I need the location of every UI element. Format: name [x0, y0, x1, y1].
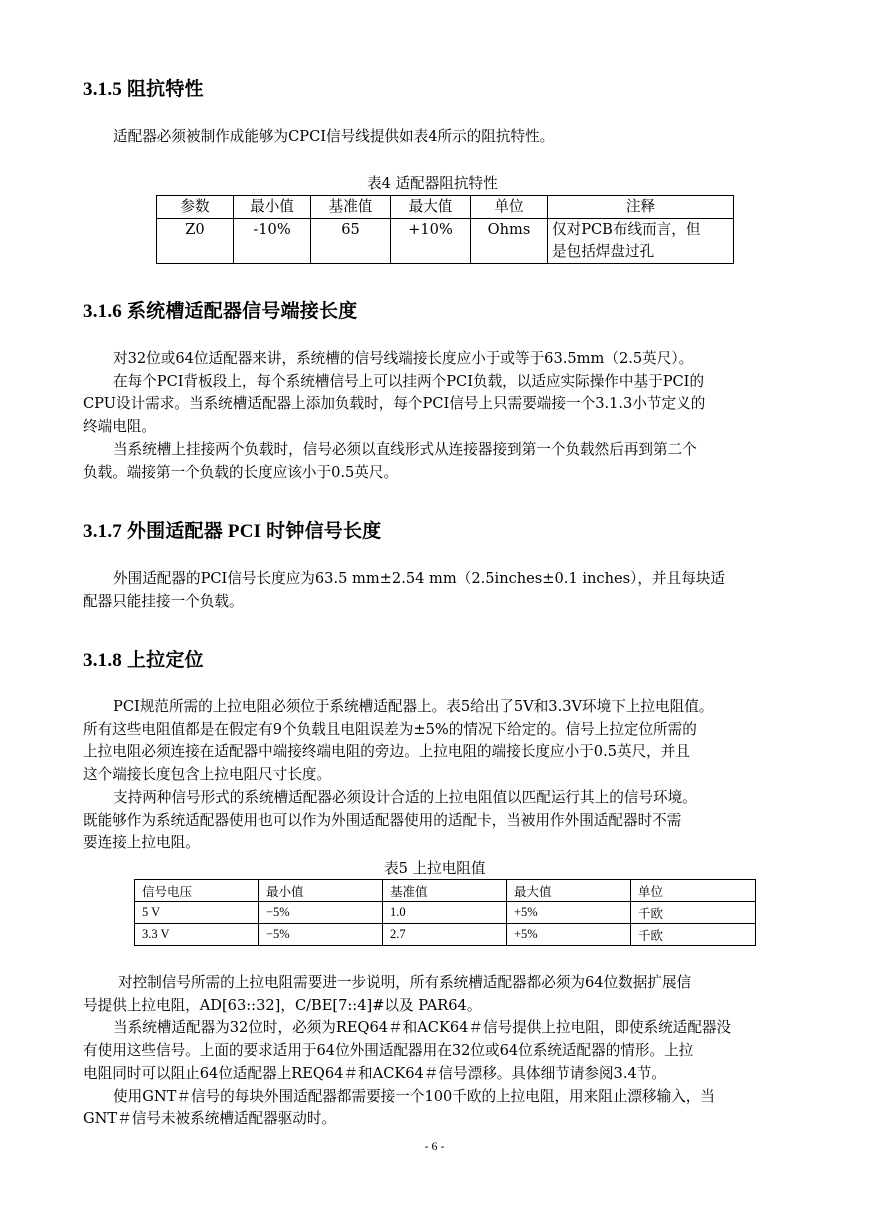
impedance-table	[156, 195, 734, 264]
text-line: 支持两种信号形式的系统槽适配器必须设计合适的上拉电阻值以匹配运行其上的信号环境。	[113, 788, 697, 806]
table-header-row	[135, 880, 756, 902]
table-5-caption: 表5 上拉电阻值	[384, 860, 486, 877]
table-header-cell: 基准值	[383, 880, 507, 902]
paragraph	[83, 696, 805, 855]
table-cell: Ohms	[471, 219, 548, 264]
table-row	[157, 219, 734, 264]
table-4-caption: 表4 适配器阻抗特性	[367, 175, 498, 192]
table-header-cell: 最小值	[259, 880, 383, 902]
table-row	[135, 902, 756, 924]
text-line: 当系统槽适配器为32位时，必须为REQ64＃和ACK64＃信号提供上拉电阻，即使系统适配器没	[113, 1019, 732, 1037]
table-header-cell: 最大值	[507, 880, 631, 902]
table-header-cell: 最小值	[234, 196, 311, 219]
table-cell: 千欧	[631, 924, 756, 946]
text-line: 电阻同时可以阻止64位适配器上REQ64＃和ACK64＃信号漂移。具体细节请参阅3.4节。	[83, 1064, 666, 1082]
table-row	[135, 924, 756, 946]
text-line: 所有这些电阻值都是在假定有9个负载且电阻误差为±5%的情况下给定的。信号上拉定位所需的	[83, 720, 697, 738]
text-line: 配器只能挂接一个负载。	[83, 592, 244, 610]
table-cell: Z0	[157, 219, 234, 264]
text-line: 有使用这些信号。上面的要求适用于64位外围适配器用在32位或64位系统适配器的情形。上拉	[83, 1042, 694, 1060]
text-line: 对控制信号所需的上拉电阻需要进一步说明，所有系统槽适配器都必须为64位数据扩展信	[118, 974, 692, 991]
table-header-cell: 单位	[631, 880, 756, 902]
section-heading-3-1-7: 3.1.7 外围适配器 PCI 时钟信号长度	[83, 521, 382, 542]
table-header-row	[157, 196, 734, 219]
table-cell: 1.0	[383, 902, 507, 924]
paragraph	[83, 568, 805, 613]
table-header-cell: 最大值	[391, 196, 471, 219]
table-cell-note	[548, 219, 734, 264]
table-header-cell: 单位	[471, 196, 548, 219]
text-line: 当系统槽上挂接两个负载时，信号必须以直线形式从连接器接到第一个负载然后再到第二个	[113, 440, 697, 458]
table-cell: +5%	[507, 924, 631, 946]
pullup-resistor-table	[134, 879, 756, 946]
table-header-cell: 基准值	[311, 196, 391, 219]
table-cell: 2.7	[383, 924, 507, 946]
table-header-cell: 注释	[548, 196, 734, 219]
table-cell: +10%	[391, 219, 471, 264]
table-cell: 3.3 V	[135, 924, 259, 946]
section-heading-3-1-5: 3.1.5 阻抗特性	[83, 79, 204, 100]
page-number: - 6 -	[424, 1139, 445, 1153]
table-cell: 千欧	[631, 902, 756, 924]
note-line: 是包括焊盘过孔	[552, 243, 655, 260]
table-header-cell: 参数	[157, 196, 234, 219]
text-line: 适配器必须被制作成能够为CPCI信号线提供如表4所示的阻抗特性。	[113, 128, 555, 145]
text-line: 号提供上拉电阻，AD[63::32]，C/BE[7::4]#以及 PAR64。	[83, 996, 482, 1014]
text-line: 既能够作为系统适配器使用也可以作为外围适配器使用的适配卡，当被用作外围适配器时不需	[83, 811, 682, 829]
table-cell: +5%	[507, 902, 631, 924]
text-line: 这个端接长度包含上拉电阻尺寸长度。	[83, 766, 332, 784]
section-heading-3-1-8: 3.1.8 上拉定位	[83, 650, 204, 671]
paragraph	[83, 972, 805, 1131]
table-cell: −5%	[259, 924, 383, 946]
paragraph	[83, 126, 805, 149]
text-line: 要连接上拉电阻。	[83, 834, 200, 852]
text-line: 对32位或64位适配器来讲，系统槽的信号线端接长度应小于或等于63.5mm（2.5英尺）。	[113, 350, 694, 367]
table-cell: 65	[311, 219, 391, 264]
table-cell: −5%	[259, 902, 383, 924]
section-heading-3-1-6: 3.1.6 系统槽适配器信号端接长度	[83, 301, 358, 322]
text-line: PCI规范所需的上拉电阻必须位于系统槽适配器上。表5给出了5V和3.3V环境下上拉电阻值。	[113, 698, 714, 715]
text-line: 终端电阻。	[83, 418, 156, 436]
text-line: 上拉电阻必须连接在适配器中端接终端电阻的旁边。上拉电阻的端接长度应小于0.5英尺，并且	[83, 743, 690, 761]
table-header-cell: 信号电压	[135, 880, 259, 902]
table-cell: -10%	[234, 219, 311, 264]
text-line: 负载。端接第一个负载的长度应该小于0.5英尺。	[83, 463, 399, 481]
text-line: CPU设计需求。当系统槽适配器上添加负载时，每个PCI信号上只需要端接一个3.1.3小节定义的	[83, 395, 706, 413]
text-line: GNT＃信号未被系统槽适配器驱动时。	[83, 1110, 337, 1128]
table-cell: 5 V	[135, 902, 259, 924]
note-line: 仅对PCB布线而言，但	[552, 221, 701, 238]
text-line: 使用GNT＃信号的每块外围适配器都需要接一个100千欧的上拉电阻，用来阻止漂移输入，当	[113, 1087, 715, 1105]
paragraph	[83, 348, 805, 484]
text-line: 在每个PCI背板段上，每个系统槽信号上可以挂两个PCI负载，以适应实际操作中基于PCI的	[113, 372, 705, 390]
text-line: 外围适配器的PCI信号长度应为63.5 mm±2.54 mm（2.5inches±0.1 inches），并且每块适	[113, 570, 725, 587]
